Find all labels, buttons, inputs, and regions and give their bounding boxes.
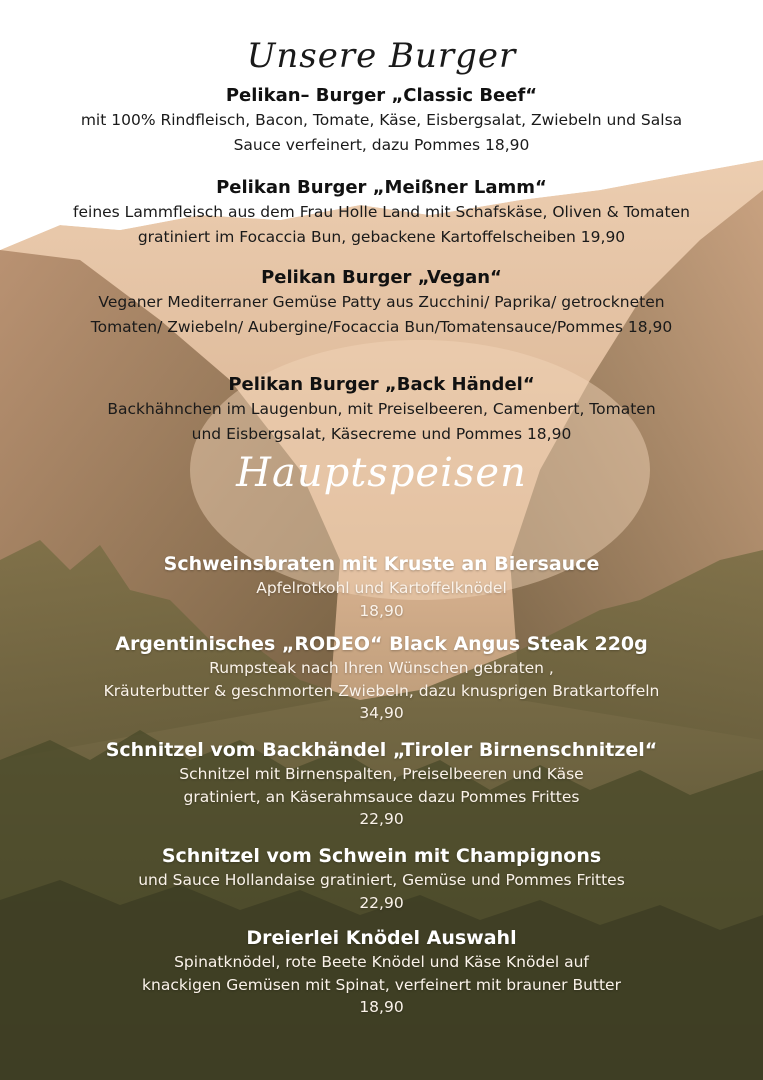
menu-item-name: Schweinsbraten mit Kruste an Biersauce xyxy=(163,553,600,575)
menu-item-description: gratiniert im Focaccia Bun, gebackene Kartoffelscheiben 19,90 xyxy=(137,227,626,246)
burgers-section-title: Unsere Burger xyxy=(246,36,517,76)
menu-item-description: Apfelrotkohl und Kartoffelknödel xyxy=(256,579,507,597)
menu-item-description: Backhähnchen im Laugenbun, mit Preiselbeeren, Camenbert, Tomaten xyxy=(107,400,656,418)
menu-item-vegan xyxy=(0,266,763,339)
menu-item-description: Schnitzel mit Birnenspalten, Preiselbeeren und Käse xyxy=(179,765,584,783)
menu-item-description: feines Lammfleisch aus dem Frau Holle Land mit Schafskäse, Oliven & Tomaten xyxy=(73,203,690,221)
menu-item-price: 18,90 xyxy=(359,998,404,1016)
menu-item-classic-beef xyxy=(0,84,763,157)
menu-item-price: 22,90 xyxy=(359,893,404,912)
menu-item-description: Rumpsteak nach Ihren Wünschen gebraten , xyxy=(209,659,554,677)
menu-item-description: knackigen Gemüsen mit Spinat, verfeinert mit brauner Butter xyxy=(142,975,621,994)
mains-section-title: Hauptspeisen xyxy=(236,450,527,496)
menu-item-name: Argentinisches „RODEO“ Black Angus Steak 220g xyxy=(115,633,648,655)
menu-item-price: 34,90 xyxy=(359,704,404,722)
menu-item-schweinsbraten xyxy=(0,551,763,622)
menu-item-description: Kräuterbutter & geschmorten Zwiebeln, dazu knusprigen Bratkartoffeln xyxy=(103,681,660,700)
menu-item-description: Veganer Mediterraner Gemüse Patty aus Zucchini/ Paprika/ getrockneten xyxy=(98,293,665,311)
menu-item-name: Schnitzel vom Backhändel „Tiroler Birnenschnitzel“ xyxy=(105,739,658,761)
menu-item-name: Pelikan Burger „Back Händel“ xyxy=(228,374,535,395)
menu-item-name: Pelikan Burger „Meißner Lamm“ xyxy=(216,177,547,198)
menu-item-description: und Sauce Hollandaise gratiniert, Gemüse und Pommes Frittes xyxy=(138,871,625,889)
menu-item-meissner-lamm xyxy=(0,176,763,249)
menu-item-description: und Eisbergsalat, Käsecreme und Pommes 18,90 xyxy=(191,424,572,443)
menu-item-name: Pelikan Burger „Vegan“ xyxy=(261,267,502,288)
menu-item-rodeo-steak xyxy=(0,631,763,725)
menu-item-schnitzel-champignons xyxy=(0,843,763,914)
menu-item-name: Pelikan– Burger „Classic Beef“ xyxy=(225,85,538,106)
menu-item-description: gratiniert, an Käserahmsauce dazu Pommes Frittes xyxy=(183,787,580,806)
menu-item-back-haendel xyxy=(0,373,763,446)
menu-item-name: Dreierlei Knödel Auswahl xyxy=(246,927,517,949)
menu-item-description: mit 100% Rindfleisch, Bacon, Tomate, Käse, Eisbergsalat, Zwiebeln und Salsa xyxy=(80,111,683,129)
menu-item-name: Schnitzel vom Schwein mit Champignons xyxy=(161,845,602,867)
menu-item-knoedel-auswahl xyxy=(0,925,763,1019)
menu-item-tiroler-birnenschnitzel xyxy=(0,737,763,831)
menu-item-price: 18,90 xyxy=(359,601,404,620)
menu-item-description: Spinatknödel, rote Beete Knödel und Käse Knödel auf xyxy=(174,953,589,971)
menu-item-description: Tomaten/ Zwiebeln/ Aubergine/Focaccia Bun/Tomatensauce/Pommes 18,90 xyxy=(90,317,673,336)
menu-item-price: 22,90 xyxy=(359,810,404,828)
menu-item-description: Sauce verfeinert, dazu Pommes 18,90 xyxy=(233,135,530,154)
